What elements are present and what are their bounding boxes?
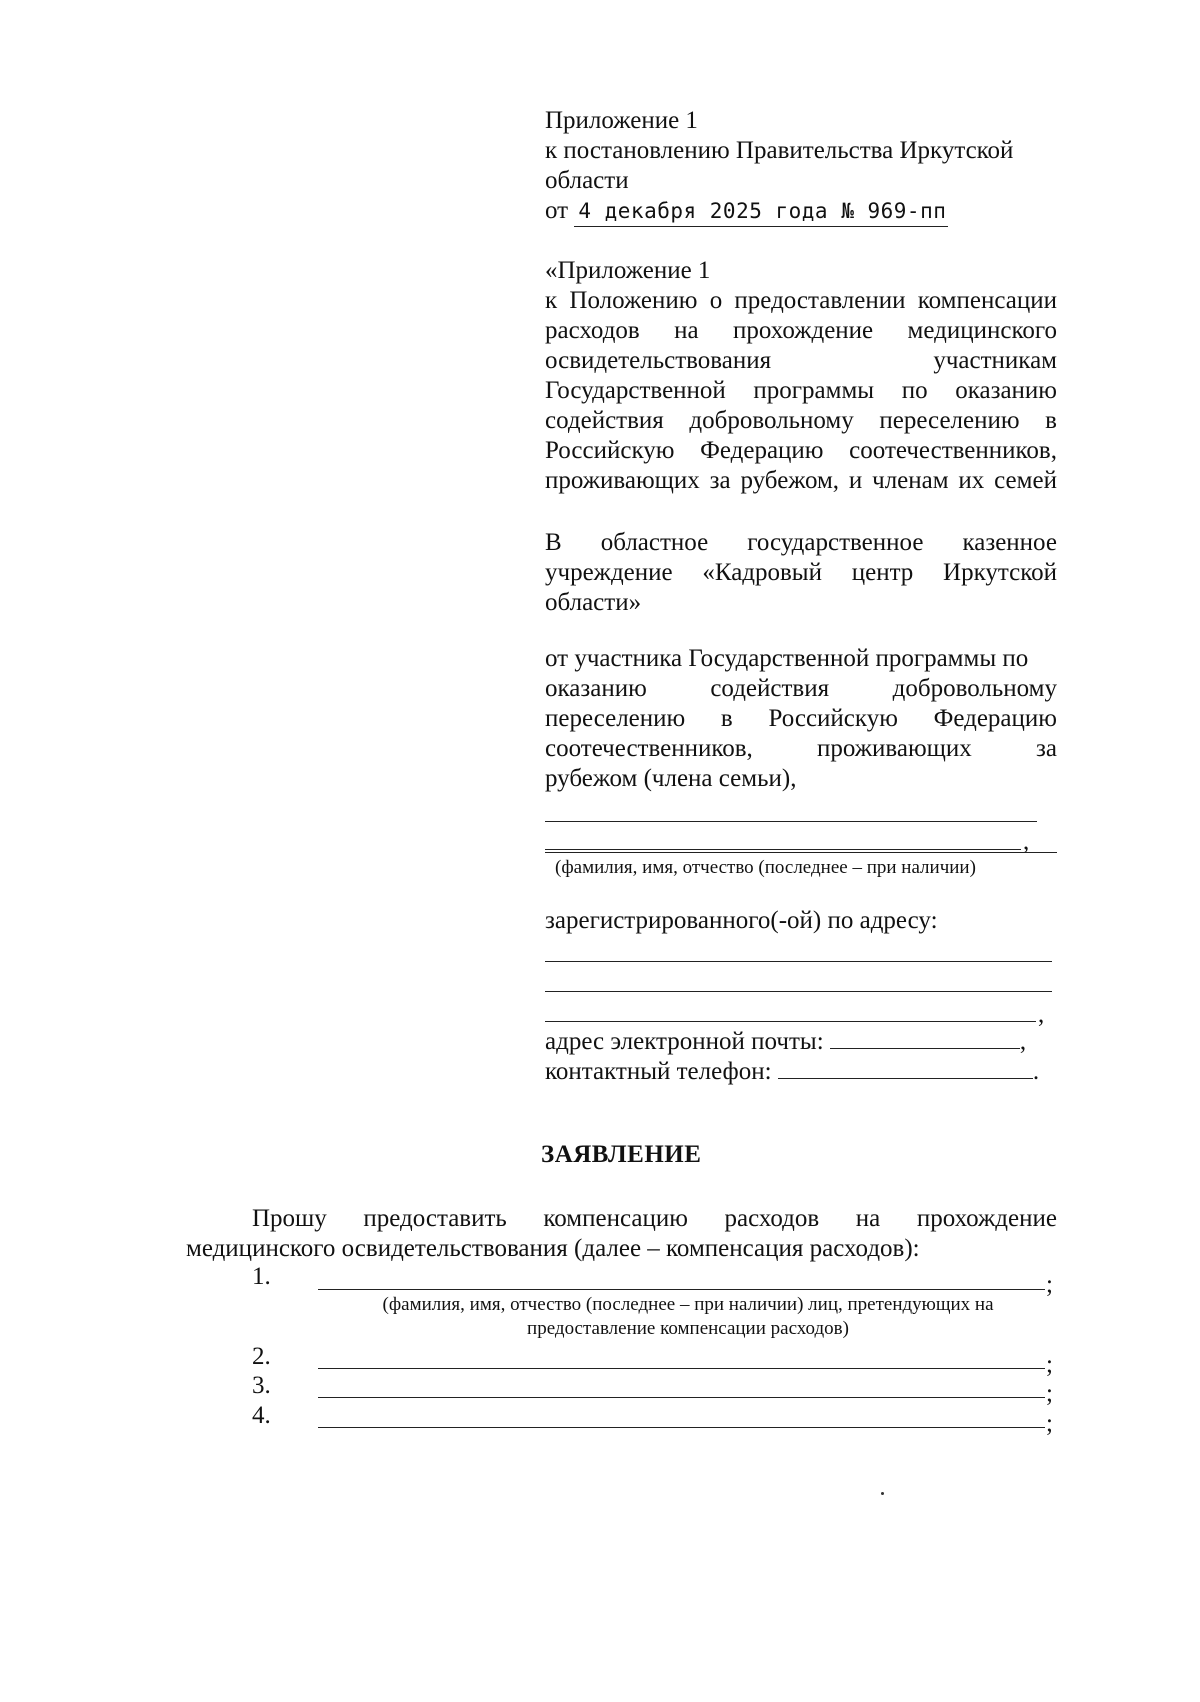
item-end-3: ; bbox=[1046, 1380, 1053, 1407]
email-field[interactable] bbox=[830, 1026, 1020, 1049]
appendix-header bbox=[545, 106, 1057, 227]
regulation-appendix-title: «Приложение 1 bbox=[545, 257, 711, 284]
appendix-resolution-line: к постановлению Правительства Иркутской bbox=[545, 137, 1014, 164]
statement-word: прохождение bbox=[916, 1205, 1057, 1232]
regulation-word: соотечественников, bbox=[849, 437, 1057, 464]
sender-word: переселению bbox=[545, 705, 686, 732]
addressee-word: центр bbox=[851, 559, 914, 586]
statement-first-line bbox=[252, 1204, 1057, 1234]
statement-word: компенсацию bbox=[543, 1205, 688, 1232]
address-line-comma: , bbox=[1038, 1001, 1045, 1028]
regulation-word: компенсации bbox=[917, 287, 1057, 314]
addressee-last-line: области» bbox=[545, 589, 642, 616]
regulation-line bbox=[545, 466, 1057, 496]
regulation-header bbox=[545, 256, 1057, 496]
resolution-date-number: 4 декабря 2025 года № 969-пп bbox=[574, 196, 948, 227]
regulation-word: рубежом, bbox=[740, 467, 840, 494]
item-end-4: ; bbox=[1046, 1410, 1053, 1437]
sender-block bbox=[545, 644, 1057, 794]
regulation-word: переселению bbox=[879, 407, 1020, 434]
addressee-word: областное bbox=[600, 529, 709, 556]
phone-period: . bbox=[1032, 1058, 1040, 1085]
regulation-line bbox=[545, 346, 1057, 376]
addressee-block bbox=[545, 528, 1057, 618]
addressee-text bbox=[545, 528, 1057, 588]
addressee-line bbox=[545, 558, 1057, 588]
appendix-date-line bbox=[545, 196, 1057, 227]
item-number-2: 2. bbox=[252, 1343, 271, 1370]
statement-second-line: медицинского освидетельствования (далее – компенсация расходов): bbox=[186, 1235, 920, 1262]
regulation-word: предоставлении bbox=[734, 287, 906, 314]
phone-field[interactable] bbox=[778, 1056, 1033, 1079]
statement-word: на bbox=[855, 1205, 881, 1232]
sender-last-line: рубежом (члена семьи), bbox=[545, 765, 797, 792]
item-caption-line2: предоставление компенсации расходов) bbox=[527, 1318, 849, 1339]
sender-word: Российскую bbox=[768, 705, 898, 732]
regulation-word: проживающих bbox=[545, 467, 700, 494]
sender-word: соотечественников, bbox=[545, 735, 753, 762]
sender-word: Федерацию bbox=[933, 705, 1057, 732]
addressee-word: казенное bbox=[962, 529, 1057, 556]
date-prefix: от bbox=[545, 197, 569, 224]
regulation-word: о bbox=[709, 287, 723, 314]
item-number-1: 1. bbox=[252, 1263, 271, 1290]
sender-word: в bbox=[720, 705, 733, 732]
item-caption-line1: (фамилия, имя, отчество (последнее – при наличии) лиц, претендующих на bbox=[382, 1294, 994, 1315]
statement-word: Прошу bbox=[252, 1205, 327, 1232]
name-line-comma: , bbox=[1023, 828, 1030, 855]
addressee-word: учреждение bbox=[545, 559, 673, 586]
regulation-word: освидетельствования bbox=[545, 347, 772, 374]
item-fill-line-3[interactable] bbox=[318, 1397, 1045, 1398]
phone-label: контактный телефон: bbox=[545, 1058, 772, 1085]
regulation-word: в bbox=[1045, 407, 1057, 434]
sender-text bbox=[545, 674, 1057, 764]
addressee-word: государственное bbox=[747, 529, 924, 556]
address-fill-line-2[interactable] bbox=[545, 991, 1052, 992]
item-end-2: ; bbox=[1046, 1351, 1053, 1378]
regulation-word: Федерацию bbox=[700, 437, 824, 464]
regulation-word: за bbox=[709, 467, 731, 494]
sender-word: добровольному bbox=[892, 675, 1057, 702]
name-caption: (фамилия, имя, отчество (последнее – при наличии) bbox=[555, 857, 976, 878]
address-fill-line-3[interactable] bbox=[545, 1021, 1036, 1022]
regulation-word: их bbox=[958, 467, 985, 494]
regulation-word: прохождение bbox=[733, 317, 874, 344]
regulation-word: Российскую bbox=[545, 437, 675, 464]
item-number-3: 3. bbox=[252, 1372, 271, 1399]
item-fill-line-2[interactable] bbox=[318, 1368, 1045, 1369]
regulation-word: медицинского bbox=[907, 317, 1057, 344]
regulation-line bbox=[545, 316, 1057, 346]
item-end-1: ; bbox=[1046, 1271, 1053, 1298]
email-label: адрес электронной почты: bbox=[545, 1028, 824, 1055]
regulation-line bbox=[545, 376, 1057, 406]
statement-title: ЗАЯВЛЕНИЕ bbox=[541, 1141, 702, 1168]
regulation-word: оказанию bbox=[955, 377, 1057, 404]
address-fill-line-1[interactable] bbox=[545, 961, 1052, 962]
statement-word: расходов bbox=[724, 1205, 820, 1232]
item-fill-line-1[interactable] bbox=[318, 1289, 1045, 1290]
regulation-text bbox=[545, 286, 1057, 496]
regulation-word: программы bbox=[753, 377, 875, 404]
regulation-line bbox=[545, 286, 1057, 316]
regulation-line bbox=[545, 436, 1057, 466]
sender-first-line: от участника Государственной программы по bbox=[545, 645, 1029, 672]
addressee-word: Иркутской bbox=[943, 559, 1057, 586]
sender-word: оказанию bbox=[545, 675, 647, 702]
regulation-word: Государственной bbox=[545, 377, 726, 404]
addressee-word: «Кадровый bbox=[702, 559, 822, 586]
name-fill-line-2[interactable] bbox=[545, 849, 1021, 850]
regulation-line bbox=[545, 406, 1057, 436]
regulation-word: добровольному bbox=[689, 407, 854, 434]
name-caption-rule bbox=[545, 852, 1057, 853]
regulation-word: Положению bbox=[569, 287, 698, 314]
phone-row bbox=[545, 1056, 1039, 1087]
sender-word: за bbox=[1036, 735, 1057, 762]
sender-line bbox=[545, 704, 1057, 734]
email-comma: , bbox=[1019, 1028, 1027, 1055]
scan-dot bbox=[881, 1492, 884, 1495]
regulation-word: расходов bbox=[545, 317, 640, 344]
registered-address-label: зарегистрированного(-ой) по адресу: bbox=[545, 907, 938, 934]
regulation-word: к bbox=[545, 287, 558, 314]
sender-word: проживающих bbox=[817, 735, 972, 762]
sender-line bbox=[545, 734, 1057, 764]
statement-word: предоставить bbox=[363, 1205, 507, 1232]
regulation-word: членам bbox=[872, 467, 949, 494]
item-fill-line-4[interactable] bbox=[318, 1427, 1045, 1428]
regulation-word: на bbox=[674, 317, 699, 344]
regulation-word: и bbox=[848, 467, 863, 494]
regulation-word: участникам bbox=[933, 347, 1057, 374]
item-number-4: 4. bbox=[252, 1402, 271, 1429]
appendix-region-line: области bbox=[545, 167, 629, 194]
regulation-word: семей bbox=[994, 467, 1057, 494]
addressee-word: В bbox=[545, 529, 562, 556]
appendix-title: Приложение 1 bbox=[545, 107, 698, 134]
sender-line bbox=[545, 674, 1057, 704]
sender-word: содействия bbox=[710, 675, 830, 702]
regulation-word: содействия bbox=[545, 407, 664, 434]
email-row bbox=[545, 1026, 1026, 1057]
addressee-line bbox=[545, 528, 1057, 558]
name-fill-line-1[interactable] bbox=[545, 821, 1037, 822]
regulation-word: по bbox=[901, 377, 928, 404]
